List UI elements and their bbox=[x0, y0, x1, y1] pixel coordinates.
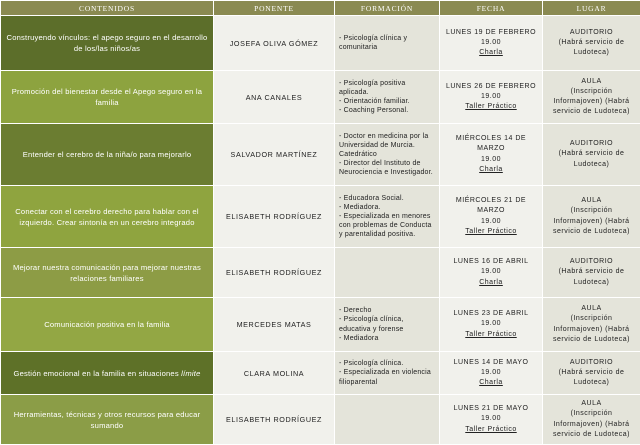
training-item: - Coaching Personal. bbox=[339, 106, 435, 115]
speaker-cell: CLARA MOLINA bbox=[214, 352, 335, 395]
time-text: 19.00 bbox=[444, 38, 538, 48]
emphasis-text: límite bbox=[181, 369, 200, 378]
date-text: MIÉRCOLES 21 DE MARZO bbox=[444, 196, 538, 216]
table-row bbox=[1, 248, 640, 298]
date-text: LUNES 19 DE FEBRERO bbox=[444, 28, 538, 38]
date-cell bbox=[440, 395, 543, 445]
speaker-cell: ANA CANALES bbox=[214, 71, 335, 124]
header-formacion: FORMACIÓN bbox=[335, 1, 440, 16]
speaker-cell: SALVADOR MARTÍNEZ bbox=[214, 124, 335, 186]
place-note: (Inscripción Informajoven) (Habrá servicio de Ludoteca) bbox=[547, 314, 636, 344]
place-note: (Habrá servicio de Ludoteca) bbox=[547, 149, 636, 169]
training-list bbox=[339, 306, 435, 342]
speaker-cell: JOSEFA OLIVA GÓMEZ bbox=[214, 16, 335, 71]
session-type-label: Taller Práctico bbox=[444, 102, 538, 112]
time-text: 19.00 bbox=[444, 319, 538, 329]
topic-cell: Herramientas, técnicas y otros recursos para educar sumando bbox=[1, 395, 214, 445]
table-row bbox=[1, 71, 640, 124]
training-cell bbox=[335, 352, 440, 395]
speaker-cell: ELISABETH RODRÍGUEZ bbox=[214, 186, 335, 248]
topic-cell: Comunicación positiva en la familia bbox=[1, 298, 214, 352]
training-item: - Mediadora. bbox=[339, 203, 435, 212]
date-cell bbox=[440, 71, 543, 124]
training-cell bbox=[335, 186, 440, 248]
header-ponente: PONENTE bbox=[214, 1, 335, 16]
session-type-label: Taller Práctico bbox=[444, 227, 538, 237]
session-type-label: Charla bbox=[444, 378, 538, 388]
training-cell bbox=[335, 124, 440, 186]
place-cell bbox=[543, 186, 640, 248]
speaker-cell: ELISABETH RODRÍGUEZ bbox=[214, 395, 335, 445]
place-cell bbox=[543, 248, 640, 298]
date-cell bbox=[440, 16, 543, 71]
table-row bbox=[1, 298, 640, 352]
place-name: AUDITORIO bbox=[547, 358, 636, 368]
place-cell bbox=[543, 352, 640, 395]
header-fecha: FECHA bbox=[440, 1, 543, 16]
training-item: - Psicología clínica, educativa y forense bbox=[339, 315, 435, 333]
training-item: - Mediadora bbox=[339, 334, 435, 343]
date-text: LUNES 14 DE MAYO bbox=[444, 358, 538, 368]
training-list bbox=[339, 34, 435, 52]
training-list bbox=[339, 132, 435, 177]
session-type-label: Taller Práctico bbox=[444, 425, 538, 435]
date-cell bbox=[440, 352, 543, 395]
place-name: AUDITORIO bbox=[547, 139, 636, 149]
date-text: LUNES 23 DE ABRIL bbox=[444, 309, 538, 319]
training-cell bbox=[335, 71, 440, 124]
date-cell bbox=[440, 248, 543, 298]
training-item: - Director del Instituto de Neurociencia e Investigador. bbox=[339, 159, 435, 177]
training-item: - Educadora Social. bbox=[339, 194, 435, 203]
table-row bbox=[1, 395, 640, 445]
place-name: AULA bbox=[547, 196, 636, 206]
time-text: 19.00 bbox=[444, 414, 538, 424]
training-cell bbox=[335, 16, 440, 71]
header-contenidos: CONTENIDOS bbox=[1, 1, 214, 16]
time-text: 19.00 bbox=[444, 155, 538, 165]
place-note: (Inscripción Informajoven) (Habrá servicio de Ludoteca) bbox=[547, 87, 636, 117]
speaker-cell: MERCEDES MATAS bbox=[214, 298, 335, 352]
training-item: - Doctor en medicina por la Universidad de Murcia. Catedrático bbox=[339, 132, 435, 159]
training-item: - Psicología clínica y comunitaria bbox=[339, 34, 435, 52]
date-cell bbox=[440, 186, 543, 248]
training-list bbox=[339, 194, 435, 239]
training-item: - Especializada en violencia filioparental bbox=[339, 368, 435, 386]
session-type-label: Taller Práctico bbox=[444, 330, 538, 340]
place-note: (Inscripción Informajoven) (Habrá servicio de Ludoteca) bbox=[547, 409, 636, 439]
place-name: AULA bbox=[547, 304, 636, 314]
table-row bbox=[1, 124, 640, 186]
date-cell bbox=[440, 298, 543, 352]
session-type-label: Charla bbox=[444, 165, 538, 175]
place-name: AULA bbox=[547, 77, 636, 87]
topic-cell: Entender el cerebro de la niña/o para mejorarlo bbox=[1, 124, 214, 186]
session-type-label: Charla bbox=[444, 278, 538, 288]
topic-cell: Promoción del bienestar desde el Apego seguro en la familia bbox=[1, 71, 214, 124]
training-item: - Orientación familiar. bbox=[339, 97, 435, 106]
training-cell bbox=[335, 298, 440, 352]
topic-cell: Mejorar nuestra comunicación para mejorar nuestras relaciones familiares bbox=[1, 248, 214, 298]
table-row bbox=[1, 186, 640, 248]
training-item: - Especializada en menores con problemas de Conducta y parentalidad positiva. bbox=[339, 212, 435, 239]
table-header-row bbox=[1, 1, 640, 16]
date-text: LUNES 26 DE FEBRERO bbox=[444, 82, 538, 92]
training-item: - Psicología clínica. bbox=[339, 359, 435, 368]
place-name: AULA bbox=[547, 399, 636, 409]
date-text: MIÉRCOLES 14 DE MARZO bbox=[444, 134, 538, 154]
place-cell bbox=[543, 71, 640, 124]
topic-cell: Conectar con el cerebro derecho para hablar con el izquierdo. Crear sintonía en un cerebro integrado bbox=[1, 186, 214, 248]
time-text: 19.00 bbox=[444, 368, 538, 378]
place-name: AUDITORIO bbox=[547, 28, 636, 38]
training-item: - Derecho bbox=[339, 306, 435, 315]
place-cell bbox=[543, 395, 640, 445]
place-note: (Habrá servicio de Ludoteca) bbox=[547, 368, 636, 388]
training-cell bbox=[335, 395, 440, 445]
training-cell bbox=[335, 248, 440, 298]
speaker-cell: ELISABETH RODRÍGUEZ bbox=[214, 248, 335, 298]
place-cell bbox=[543, 298, 640, 352]
topic-cell: Gestión emocional en la familia en situaciones límite bbox=[1, 352, 214, 395]
training-item: - Psicología positiva aplicada. bbox=[339, 79, 435, 97]
place-note: (Inscripción Informajoven) (Habrá servicio de Ludoteca) bbox=[547, 206, 636, 236]
time-text: 19.00 bbox=[444, 92, 538, 102]
date-cell bbox=[440, 124, 543, 186]
place-note: (Habrá servicio de Ludoteca) bbox=[547, 267, 636, 287]
training-list bbox=[339, 359, 435, 386]
table-row bbox=[1, 16, 640, 71]
time-text: 19.00 bbox=[444, 267, 538, 277]
table-row bbox=[1, 352, 640, 395]
place-cell bbox=[543, 16, 640, 71]
topic-cell: Construyendo vínculos: el apego seguro en el desarrollo de los/las niños/as bbox=[1, 16, 214, 71]
header-lugar: LUGAR bbox=[543, 1, 640, 16]
place-cell bbox=[543, 124, 640, 186]
date-text: LUNES 21 DE MAYO bbox=[444, 404, 538, 414]
session-type-label: Charla bbox=[444, 48, 538, 58]
date-text: LUNES 16 DE ABRIL bbox=[444, 257, 538, 267]
time-text: 19.00 bbox=[444, 217, 538, 227]
training-list bbox=[339, 79, 435, 115]
place-name: AUDITORIO bbox=[547, 257, 636, 267]
place-note: (Habrá servicio de Ludoteca) bbox=[547, 38, 636, 58]
